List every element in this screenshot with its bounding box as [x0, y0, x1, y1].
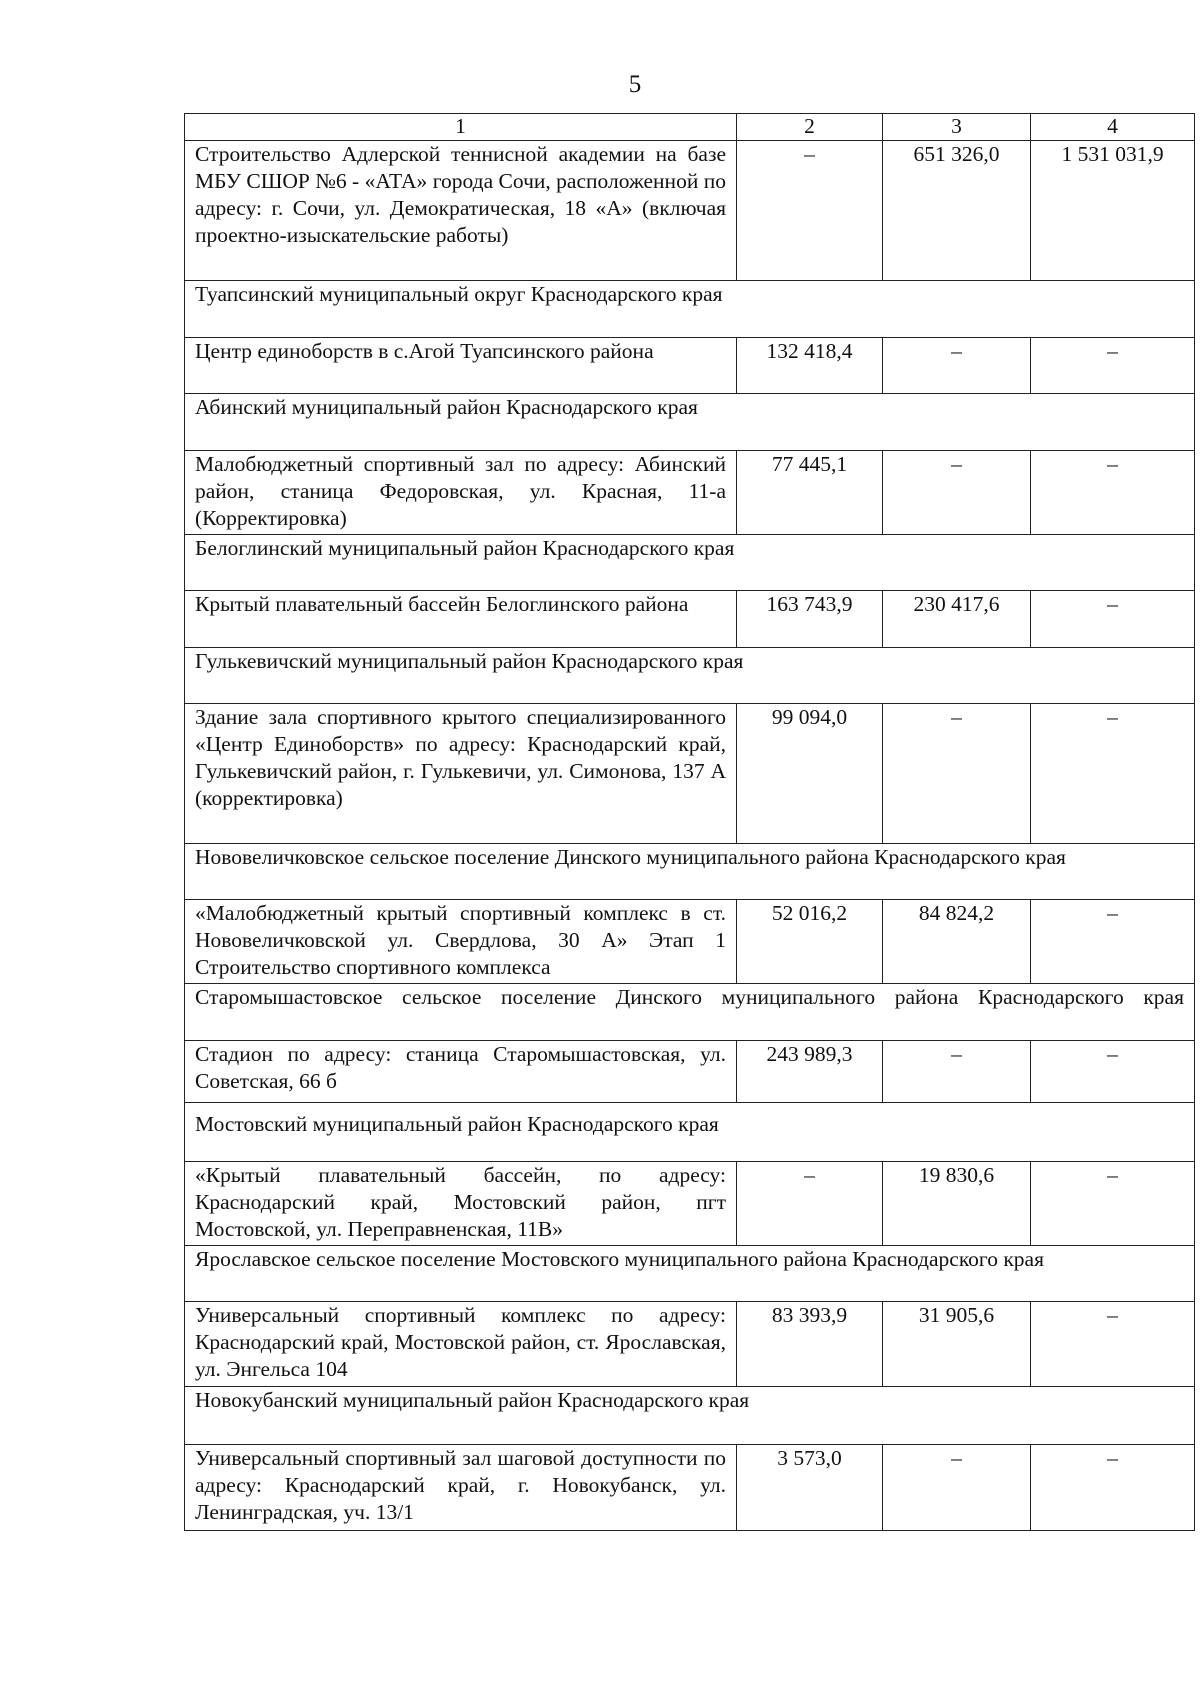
- region-name: Мостовский муниципальный район Краснодарского края: [185, 1103, 1195, 1162]
- region-name: Абинский муниципальный район Краснодарского края: [185, 394, 1195, 451]
- value-col-3: 230 417,6: [883, 591, 1031, 648]
- object-name: Малобюджетный спортивный зал по адресу: Абинский район, станица Федоровская, ул. Красная, 11-а (Корректировка): [185, 451, 737, 535]
- column-header-1: 1: [185, 114, 737, 141]
- region-name: Старомышастовское сельское поселение Динского муниципального района Краснодарского края: [185, 984, 1195, 1041]
- region-row: [185, 535, 1195, 591]
- region-name: Ярославское сельское поселение Мостовского муниципального района Краснодарского края: [185, 1246, 1195, 1302]
- table-row: [185, 141, 1195, 281]
- region-name: Нововеличковское сельское поселение Динского муниципального района Краснодарского края: [185, 844, 1195, 900]
- region-row: [185, 844, 1195, 900]
- object-name: Здание зала спортивного крытого специализированного «Центр Единоборств» по адресу: Краснодарский край, Гулькевичский район, г. Гулькевичи, ул. Симонова, 137 А (корректировка): [185, 704, 737, 844]
- objects-table: [184, 113, 1195, 1531]
- region-row: [185, 1246, 1195, 1302]
- value-col-4: –: [1031, 591, 1195, 648]
- value-col-4: –: [1031, 338, 1195, 394]
- value-col-3: 651 326,0: [883, 141, 1031, 281]
- object-name: «Малобюджетный крытый спортивный комплекс в ст. Нововеличковской ул. Свердлова, 30 А» Этап 1 Строительство спортивного комплекса: [185, 900, 737, 984]
- value-col-2: 83 393,9: [737, 1302, 883, 1387]
- value-col-2: 52 016,2: [737, 900, 883, 984]
- region-row: [185, 1103, 1195, 1162]
- object-name: Стадион по адресу: станица Старомышастовская, ул. Советская, 66 б: [185, 1041, 737, 1103]
- value-col-2: –: [737, 141, 883, 281]
- region-row: [185, 1387, 1195, 1445]
- value-col-4: –: [1031, 704, 1195, 844]
- value-col-3: 31 905,6: [883, 1302, 1031, 1387]
- table-row: [185, 1041, 1195, 1103]
- value-col-2: 132 418,4: [737, 338, 883, 394]
- table-row: [185, 591, 1195, 648]
- region-row: [185, 984, 1195, 1041]
- column-header-2: 2: [737, 114, 883, 141]
- region-row: [185, 648, 1195, 704]
- value-col-3: 84 824,2: [883, 900, 1031, 984]
- table-row: [185, 1302, 1195, 1387]
- object-name: Крытый плавательный бассейн Белоглинского района: [185, 591, 737, 648]
- value-col-4: –: [1031, 451, 1195, 535]
- value-col-2: 243 989,3: [737, 1041, 883, 1103]
- object-name: Центр единоборств в с.Агой Туапсинского района: [185, 338, 737, 394]
- value-col-3: –: [883, 451, 1031, 535]
- table-row: [185, 451, 1195, 535]
- value-col-4: –: [1031, 1445, 1195, 1531]
- value-col-4: 1 531 031,9: [1031, 141, 1195, 281]
- value-col-2: 77 445,1: [737, 451, 883, 535]
- table-row: [185, 1162, 1195, 1246]
- value-col-2: –: [737, 1162, 883, 1246]
- value-col-4: –: [1031, 900, 1195, 984]
- object-name: «Крытый плавательный бассейн, по адресу: Краснодарский край, Мостовский район, пгт Мостовской, ул. Переправненская, 11В»: [185, 1162, 737, 1246]
- region-row: [185, 281, 1195, 338]
- value-col-2: 99 094,0: [737, 704, 883, 844]
- value-col-4: –: [1031, 1162, 1195, 1246]
- table-row: [185, 900, 1195, 984]
- region-row: [185, 394, 1195, 451]
- region-name: Новокубанский муниципальный район Краснодарского края: [185, 1387, 1195, 1445]
- object-name: Строительство Адлерской теннисной академии на базе МБУ СШОР №6 - «АТА» города Сочи, расположенной по адресу: г. Сочи, ул. Демократическая, 18 «А» (включая проектно-изыскательские работы): [185, 141, 737, 281]
- value-col-2: 3 573,0: [737, 1445, 883, 1531]
- column-header-4: 4: [1031, 114, 1195, 141]
- value-col-4: –: [1031, 1041, 1195, 1103]
- column-header-3: 3: [883, 114, 1031, 141]
- value-col-3: 19 830,6: [883, 1162, 1031, 1246]
- value-col-2: 163 743,9: [737, 591, 883, 648]
- value-col-3: –: [883, 1445, 1031, 1531]
- region-name: Белоглинский муниципальный район Краснодарского края: [185, 535, 1195, 591]
- table-row: [185, 704, 1195, 844]
- value-col-4: –: [1031, 1302, 1195, 1387]
- value-col-3: –: [883, 1041, 1031, 1103]
- region-name: Гулькевичский муниципальный район Краснодарского края: [185, 648, 1195, 704]
- value-col-3: –: [883, 704, 1031, 844]
- table-row: [185, 338, 1195, 394]
- page-number: 5: [628, 71, 642, 98]
- value-col-3: –: [883, 338, 1031, 394]
- table-header-row: [185, 114, 1195, 141]
- table-row: [185, 1445, 1195, 1531]
- object-name: Универсальный спортивный комплекс по адресу: Краснодарский край, Мостовской район, ст. Ярославская, ул. Энгельса 104: [185, 1302, 737, 1387]
- object-name: Универсальный спортивный зал шаговой доступности по адресу: Краснодарский край, г. Новокубанск, ул. Ленинградская, уч. 13/1: [185, 1445, 737, 1531]
- region-name: Туапсинский муниципальный округ Краснодарского края: [185, 281, 1195, 338]
